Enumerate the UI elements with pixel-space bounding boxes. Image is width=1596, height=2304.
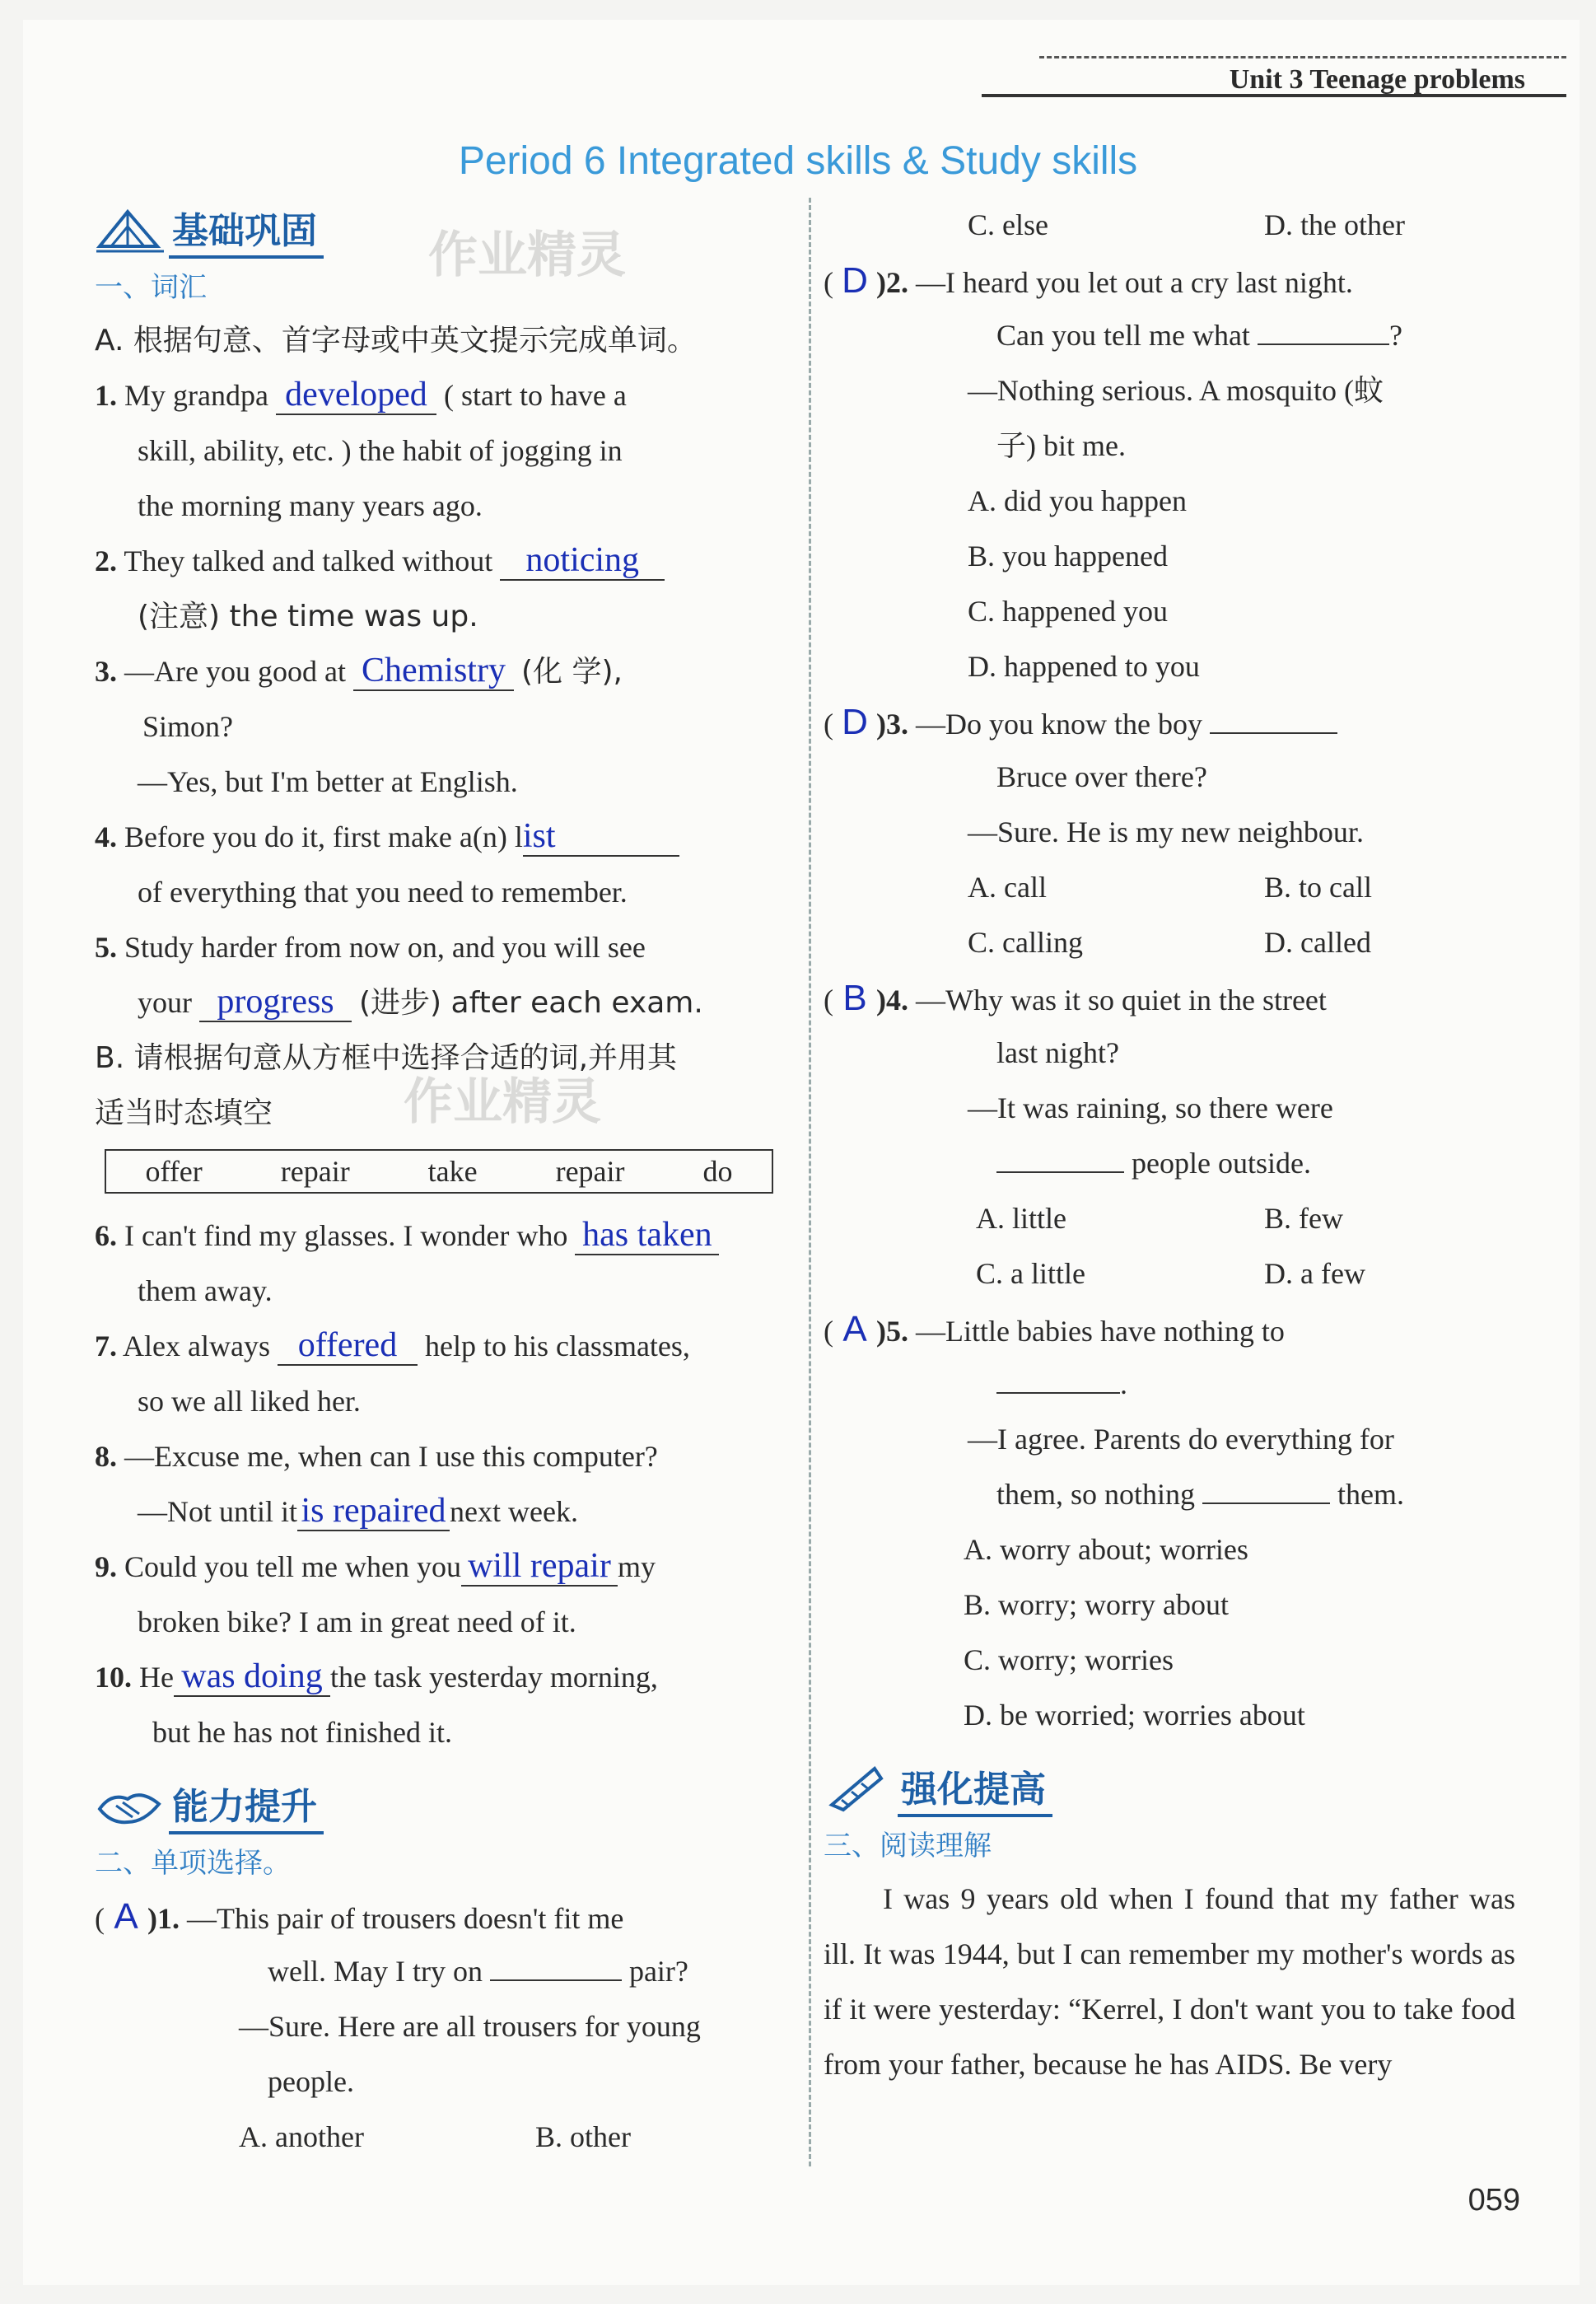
section-strengthen-title: 强化提高 bbox=[898, 1760, 1052, 1817]
option-d[interactable]: D. the other bbox=[1264, 208, 1405, 241]
question-text: —Why was it so quiet in the street bbox=[916, 984, 1327, 1016]
option-c[interactable]: C. calling bbox=[968, 926, 1083, 959]
section-basic-title: 基础巩固 bbox=[169, 201, 324, 259]
option-a[interactable]: A. another bbox=[239, 2120, 364, 2153]
part-a-instruction: A. 根据句意、首字母或中英文提示完成单词。 bbox=[95, 324, 697, 358]
option-d[interactable]: D. be worried; worries about bbox=[964, 1699, 1305, 1732]
option-b[interactable]: B. few bbox=[1264, 1202, 1343, 1235]
question-3-line-2: Simon? bbox=[142, 710, 234, 743]
period-title: Period 6 Integrated skills & Study skills bbox=[458, 139, 1138, 183]
option-b[interactable]: B. worry; worry about bbox=[964, 1588, 1229, 1621]
answer-blank[interactable]: developed bbox=[276, 376, 436, 415]
option-d[interactable]: D. called bbox=[1264, 926, 1371, 959]
answer-blank[interactable]: noticing bbox=[500, 541, 665, 581]
handshake-icon bbox=[95, 1781, 166, 1830]
mc-question-5: ( A )5. —Little babies have nothing to bbox=[824, 1302, 1515, 1357]
section-basic bbox=[95, 198, 791, 262]
mc-question-3-options-2 bbox=[824, 915, 1515, 970]
question-text: My grandpa bbox=[124, 379, 268, 412]
section-ability-title: 能力提升 bbox=[169, 1777, 324, 1834]
choice-answer[interactable]: D bbox=[842, 260, 868, 301]
answer-blank[interactable]: ist bbox=[523, 817, 679, 857]
question-3-line-3: —Yes, but I'm better at English. bbox=[138, 765, 518, 798]
question-text: —Not until it bbox=[138, 1495, 298, 1528]
choice-answer[interactable]: A bbox=[114, 1896, 138, 1937]
header-dash-line bbox=[1039, 56, 1566, 58]
option-a[interactable]: A. worry about; worries bbox=[964, 1533, 1248, 1566]
question-number: 10. bbox=[95, 1661, 132, 1694]
mc-question-5-line-4 bbox=[824, 1467, 1515, 1522]
mc-question-4-options bbox=[824, 1191, 1515, 1246]
question-10 bbox=[95, 1650, 791, 1705]
question-number: 3. bbox=[95, 655, 117, 688]
header-rule bbox=[982, 94, 1566, 97]
option-a[interactable]: A. call bbox=[968, 871, 1047, 904]
mc-question-1-options-2 bbox=[824, 198, 1515, 253]
question-1-line-3: the morning many years ago. bbox=[138, 489, 483, 522]
mc-question-2-line-4: 子) bit me. bbox=[996, 429, 1126, 462]
mc-question-1: ( A )1. —This pair of trousers doesn't fit me bbox=[95, 1889, 791, 1944]
question-8 bbox=[95, 1429, 791, 1484]
mc-question-5-line-3: —I agree. Parents do everything for bbox=[968, 1423, 1394, 1456]
watermark: 作业精灵 bbox=[428, 227, 626, 284]
watermark: 作业精灵 bbox=[404, 1073, 601, 1131]
ruler-compass-icon bbox=[95, 205, 166, 255]
unit-title: Unit 3 Teenage problems bbox=[1229, 64, 1525, 95]
option-b[interactable]: B. to call bbox=[1264, 871, 1372, 904]
question-text: them, so nothing bbox=[996, 1478, 1195, 1511]
answer-blank[interactable]: will repair bbox=[461, 1547, 618, 1587]
question-9-line-2: broken bike? I am in great need of it. bbox=[138, 1605, 576, 1638]
vocab-heading: 一、词汇 bbox=[95, 271, 207, 304]
question-number: 2. bbox=[95, 544, 117, 577]
mc-question-4-line-4 bbox=[824, 1136, 1515, 1191]
question-text: —Excuse me, when can I use this computer? bbox=[124, 1440, 658, 1473]
question-text: Alex always bbox=[123, 1330, 270, 1362]
word-option: take bbox=[427, 1155, 478, 1188]
choice-answer[interactable]: B bbox=[842, 978, 867, 1018]
option-d[interactable]: D. a few bbox=[1264, 1257, 1365, 1290]
mc-question-4-options-2 bbox=[824, 1246, 1515, 1302]
column-divider bbox=[809, 198, 811, 2166]
question-text: I can't find my glasses. I wonder who bbox=[124, 1219, 568, 1252]
mc-question-2-line-3: —Nothing serious. A mosquito (蚊 bbox=[968, 374, 1384, 407]
question-number: )1. bbox=[147, 1902, 180, 1935]
reading-heading: 三、阅读理解 bbox=[824, 1830, 992, 1862]
left-column bbox=[95, 198, 791, 2165]
mc-question-2: ( D )2. —I heard you let out a cry last night. bbox=[824, 253, 1515, 308]
mc-question-5-line-2 bbox=[824, 1357, 1515, 1412]
question-10-line-2: but he has not finished it. bbox=[152, 1716, 452, 1749]
option-a[interactable]: A. did you happen bbox=[968, 484, 1187, 517]
question-1-line-2: skill, ability, etc. ) the habit of jogging in bbox=[138, 434, 623, 467]
question-text: . bbox=[1120, 1367, 1127, 1400]
question-text: next week. bbox=[450, 1495, 578, 1528]
choice-answer[interactable]: A bbox=[842, 1309, 867, 1349]
question-text: —Are you good at bbox=[124, 655, 346, 688]
mc-question-3-line-3: —Sure. He is my new neighbour. bbox=[968, 816, 1364, 848]
question-number: )4. bbox=[876, 984, 908, 1016]
question-text: Before you do it, first make a(n) l bbox=[124, 820, 523, 853]
choice-answer[interactable]: D bbox=[842, 702, 868, 742]
option-d[interactable]: D. happened to you bbox=[968, 650, 1200, 683]
answer-blank[interactable]: offered bbox=[278, 1326, 418, 1366]
question-text: ? bbox=[1388, 319, 1402, 352]
option-c[interactable]: C. worry; worries bbox=[964, 1643, 1174, 1676]
question-text: —I heard you let out a cry last night. bbox=[916, 266, 1353, 299]
question-text: Can you tell me what bbox=[996, 319, 1250, 352]
question-4 bbox=[95, 810, 791, 865]
mc-question-1-line-2 bbox=[95, 1944, 791, 1999]
question-text: They talked and talked without bbox=[124, 544, 493, 577]
question-number: 4. bbox=[95, 820, 117, 853]
mc-question-1-options bbox=[95, 2110, 791, 2165]
question-number: 1. bbox=[95, 379, 117, 412]
mc-question-3-line-2: Bruce over there? bbox=[996, 760, 1207, 793]
question-3 bbox=[95, 644, 791, 699]
question-text: Study harder from now on, and you will see bbox=[124, 931, 646, 964]
option-b[interactable]: B. you happened bbox=[968, 540, 1168, 572]
section-ability bbox=[95, 1774, 791, 1838]
question-text: He bbox=[139, 1661, 174, 1694]
question-text: (进步) after each exam. bbox=[359, 986, 703, 1020]
question-number: 6. bbox=[95, 1219, 117, 1252]
question-7-line-2: so we all liked her. bbox=[138, 1385, 361, 1418]
question-text: well. May I try on bbox=[268, 1955, 483, 1988]
option-a[interactable]: A. little bbox=[976, 1202, 1066, 1235]
question-number: )2. bbox=[876, 266, 908, 299]
mc-heading: 二、单项选择。 bbox=[95, 1847, 291, 1880]
answer-blank[interactable]: is repaired bbox=[297, 1492, 450, 1531]
question-text: —Do you know the boy bbox=[916, 708, 1202, 741]
mc-question-1-line-4: people. bbox=[268, 2065, 354, 2098]
rocket-icon bbox=[824, 1764, 894, 1813]
question-text: ( start to have a bbox=[443, 379, 627, 412]
mc-question-4-line-2: last night? bbox=[996, 1036, 1119, 1069]
question-text: people outside. bbox=[1132, 1147, 1311, 1180]
page-header bbox=[1039, 48, 1566, 97]
reading-passage: I was 9 years old when I found that my father was ill. It was 1944, but I can remember my mother's words as if it were yesterday: “Kerrel, I don't want you to take food from your father, because he has AIDS. Be very bbox=[824, 1882, 1515, 2081]
question-text: pair? bbox=[628, 1955, 688, 1988]
word-option: do bbox=[702, 1155, 733, 1188]
question-4-line-2: of everything that you need to remember. bbox=[138, 876, 628, 909]
question-text: Could you tell me when you bbox=[124, 1550, 461, 1583]
answer-blank[interactable]: progress bbox=[199, 983, 352, 1022]
question-5-line-2 bbox=[95, 975, 791, 1030]
mc-question-1-line-3: —Sure. Here are all trousers for young bbox=[239, 2010, 701, 2043]
word-option: repair bbox=[555, 1155, 625, 1188]
mc-question-2-line-2 bbox=[824, 308, 1515, 363]
right-column bbox=[824, 198, 1515, 2092]
option-b[interactable]: B. other bbox=[535, 2120, 631, 2153]
option-c[interactable]: C. a little bbox=[976, 1257, 1085, 1290]
part-b-instruction: B. 请根据句意从方框中选择合适的词,并用其 bbox=[95, 1041, 678, 1075]
question-text: (化 学), bbox=[520, 655, 623, 689]
page-number: 059 bbox=[1468, 2183, 1520, 2218]
question-1 bbox=[95, 368, 791, 423]
question-9 bbox=[95, 1540, 791, 1595]
option-c[interactable]: C. else bbox=[968, 208, 1048, 241]
question-8-line-2 bbox=[95, 1484, 791, 1540]
question-number: 8. bbox=[95, 1440, 117, 1473]
question-6-line-2: them away. bbox=[138, 1274, 273, 1307]
word-option: offer bbox=[145, 1155, 203, 1188]
section-strengthen bbox=[824, 1756, 1515, 1820]
question-text: —Little babies have nothing to bbox=[916, 1315, 1285, 1348]
part-b-instruction-2: 适当时态填空 bbox=[95, 1096, 273, 1130]
option-c[interactable]: C. happened you bbox=[968, 595, 1168, 628]
answer-blank[interactable] bbox=[1202, 1503, 1330, 1504]
answer-blank[interactable]: has taken bbox=[575, 1216, 719, 1255]
answer-blank[interactable] bbox=[490, 1979, 622, 1981]
question-number: )5. bbox=[876, 1315, 908, 1348]
question-2 bbox=[95, 534, 791, 589]
question-text: the task yesterday morning, bbox=[329, 1661, 658, 1694]
question-number: )3. bbox=[876, 708, 908, 741]
mc-question-4: ( B )4. —Why was it so quiet in the street bbox=[824, 970, 1515, 1026]
word-box bbox=[105, 1149, 773, 1194]
question-number: 7. bbox=[95, 1330, 117, 1362]
question-number: 9. bbox=[95, 1550, 117, 1583]
question-7 bbox=[95, 1319, 791, 1374]
word-option: repair bbox=[280, 1155, 350, 1188]
question-2-line-2: (注意) the time was up. bbox=[138, 600, 478, 633]
mc-question-3-options bbox=[824, 860, 1515, 915]
question-text: help to his classmates, bbox=[424, 1330, 690, 1362]
answer-blank[interactable] bbox=[996, 1171, 1124, 1173]
answer-blank[interactable] bbox=[1258, 343, 1389, 345]
question-text: —This pair of trousers doesn't fit me bbox=[187, 1902, 624, 1935]
question-text: them. bbox=[1337, 1478, 1404, 1511]
mc-question-4-line-3: —It was raining, so there were bbox=[968, 1091, 1333, 1124]
answer-blank[interactable]: Chemistry bbox=[353, 652, 514, 691]
answer-blank[interactable]: was doing bbox=[174, 1657, 330, 1697]
question-text: your bbox=[138, 986, 192, 1019]
question-6 bbox=[95, 1208, 791, 1264]
mc-question-3: ( D )3. —Do you know the boy bbox=[824, 694, 1515, 750]
answer-blank[interactable] bbox=[1210, 732, 1337, 734]
question-text: my bbox=[617, 1550, 656, 1583]
question-5 bbox=[95, 920, 791, 975]
answer-blank[interactable] bbox=[996, 1392, 1120, 1394]
question-number: 5. bbox=[95, 931, 117, 964]
